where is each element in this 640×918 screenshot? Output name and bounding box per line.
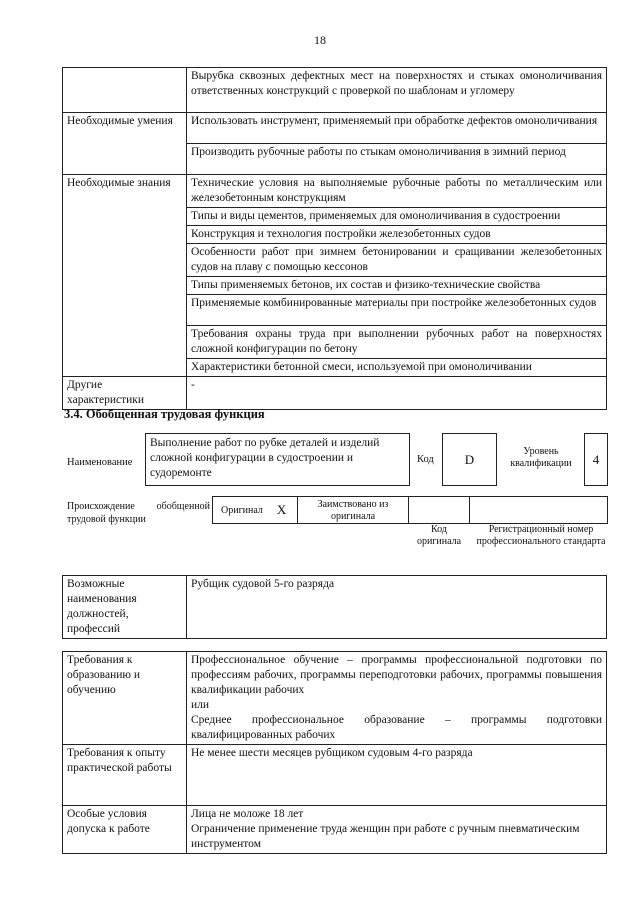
table-cell bbox=[187, 652, 607, 745]
text-line: или bbox=[191, 699, 210, 711]
code-original-box bbox=[408, 496, 470, 524]
code-value-box: D bbox=[442, 433, 497, 486]
table-row bbox=[63, 745, 607, 806]
table-cell bbox=[187, 806, 607, 854]
code-caption: Код оригинала bbox=[416, 524, 462, 547]
reg-caption: Регистрационный номер профессионального стандарта bbox=[476, 524, 606, 547]
reg-number-box bbox=[469, 496, 608, 524]
level-label: Уровень квалификации bbox=[510, 446, 572, 469]
positions-table bbox=[62, 575, 607, 639]
row-label bbox=[63, 68, 187, 113]
row-label: Требования к опыту практической работы bbox=[63, 745, 187, 806]
table-row bbox=[63, 377, 607, 410]
origin-label: Происхождение обобщенной трудовой функции bbox=[67, 501, 210, 525]
requirements-table bbox=[62, 651, 607, 854]
table-row bbox=[63, 652, 607, 745]
table-cell: Не менее шести месяцев рубщиком судовым 4-го разряда bbox=[187, 745, 607, 806]
table-cell: - bbox=[187, 377, 607, 410]
table-cell: Требования охраны труда при выполнении рубочных работ на поверхностях сложной конфигурации по бетону bbox=[187, 326, 607, 359]
function-name-box: Выполнение работ по рубке деталей и изделий сложной конфигурации в судостроении и судоремонте bbox=[145, 433, 410, 486]
table-cell: Типы и виды цементов, применяемых для омоноличивания в судостроении bbox=[187, 208, 607, 226]
table-row bbox=[63, 806, 607, 854]
text-line: Ограничение применение труда женщин при работе с ручным пневматическим инструментом bbox=[191, 823, 580, 850]
table-cell: Применяемые комбинированные материалы при постройке железобетонных судов bbox=[187, 295, 607, 326]
table-cell: Характеристики бетонной смеси, используемой при омоноличивании bbox=[187, 359, 607, 377]
text-line: Лица не моложе 18 лет bbox=[191, 808, 304, 820]
original-label: Оригинал bbox=[221, 504, 263, 516]
row-label: Необходимые знания bbox=[63, 175, 187, 377]
table-cell: Производить рубочные работы по стыкам омоноличивания в зимний период bbox=[187, 144, 607, 175]
row-label: Другие характеристики bbox=[63, 377, 187, 410]
row-label: Особые условия допуска к работе bbox=[63, 806, 187, 854]
table-cell: Конструкция и технология постройки железобетонных судов bbox=[187, 226, 607, 244]
row-label: Необходимые умения bbox=[63, 113, 187, 175]
table-cell: Вырубка сквозных дефектных мест на поверхностях и стыках омоноличивания ответственных конструкций с проверкой по шаблонам и угломеру bbox=[187, 68, 607, 113]
row-label: Возможные наименования должностей, профессий bbox=[63, 576, 187, 639]
level-value-box: 4 bbox=[584, 433, 608, 486]
table-row bbox=[63, 175, 607, 208]
borrowed-box: Заимствовано из оригинала bbox=[297, 496, 409, 524]
table-cell: Использовать инструмент, применяемый при обработке дефектов омоноличивания bbox=[187, 113, 607, 144]
original-box bbox=[212, 496, 298, 524]
code-label: Код bbox=[417, 454, 434, 465]
table-row bbox=[63, 68, 607, 113]
competency-table bbox=[62, 67, 607, 410]
name-label: Наименование bbox=[67, 457, 133, 468]
page-number: 18 bbox=[314, 33, 326, 47]
table-cell: Технические условия на выполняемые рубочные работы по металлическим или железобетонным конструкциям bbox=[187, 175, 607, 208]
section-title: 3.4. Обобщенная трудовая функция bbox=[64, 407, 265, 421]
original-mark: X bbox=[276, 502, 287, 517]
table-row bbox=[63, 113, 607, 144]
table-cell: Рубщик судовой 5-го разряда bbox=[187, 576, 607, 639]
row-label: Требования к образованию и обучению bbox=[63, 652, 187, 745]
text-line: Профессиональное обучение – программы профессиональной подготовки по профессиям рабочих, программы переподготовки рабочих, программы повышения квалификации рабочих bbox=[191, 654, 602, 696]
text-line: Среднее профессиональное образование – программы подготовки квалифицированных рабочих bbox=[191, 714, 602, 741]
table-row bbox=[63, 576, 607, 639]
table-cell: Типы применяемых бетонов, их состав и физико-технические свойства bbox=[187, 277, 607, 295]
table-cell: Особенности работ при зимнем бетонировании и сращивании железобетонных судов на плаву с помощью кессонов bbox=[187, 244, 607, 277]
